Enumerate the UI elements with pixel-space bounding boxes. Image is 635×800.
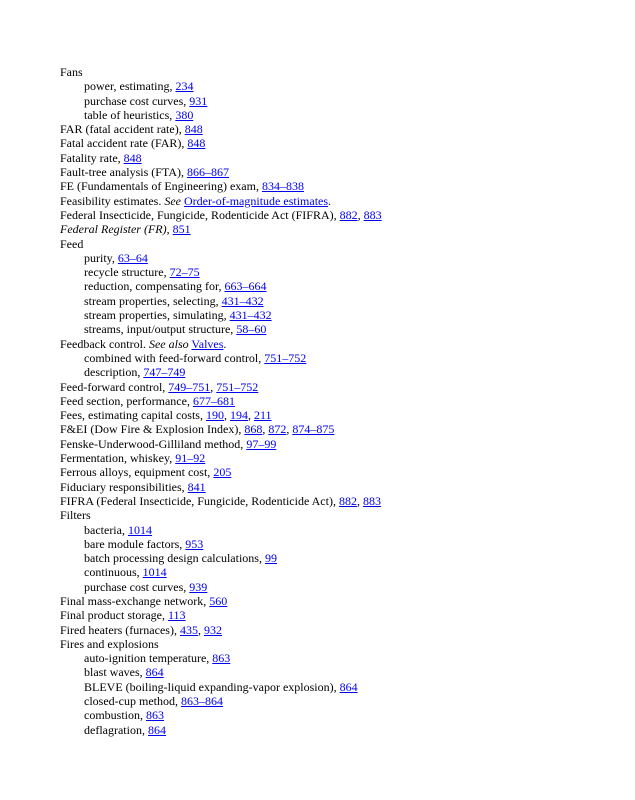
index-entry bbox=[60, 380, 620, 394]
index-entry bbox=[60, 65, 620, 79]
index-entry bbox=[60, 637, 620, 651]
entry-text: . bbox=[223, 336, 227, 351]
page-reference-link[interactable]: 882 bbox=[338, 493, 357, 508]
page-reference-link[interactable]: 953 bbox=[185, 536, 204, 551]
cross-reference-label: Federal Register (FR) bbox=[60, 222, 167, 237]
page-reference-link[interactable]: 99 bbox=[264, 551, 277, 566]
page-reference-link[interactable]: 113 bbox=[167, 608, 186, 623]
page-reference-link[interactable]: 205 bbox=[213, 465, 232, 480]
page-reference-link[interactable]: 863 bbox=[212, 651, 231, 666]
page-reference-link[interactable]: 883 bbox=[363, 207, 382, 222]
page-reference-link[interactable]: 868 bbox=[244, 422, 263, 437]
page-reference-link[interactable]: 864 bbox=[339, 679, 358, 694]
index-entry bbox=[60, 465, 620, 479]
entry-text: Final mass-exchange network, bbox=[60, 593, 210, 608]
page-reference-link[interactable]: 431–432 bbox=[229, 308, 272, 323]
cross-reference-label: See bbox=[164, 193, 181, 208]
entry-text: stream properties, simulating, bbox=[84, 308, 230, 323]
entry-text: Fired heaters (furnaces), bbox=[60, 622, 180, 637]
page-reference-link[interactable]: Valves bbox=[191, 336, 224, 351]
entry-text: FAR (fatal accident rate), bbox=[60, 122, 185, 137]
page-reference-link[interactable]: 72–75 bbox=[169, 265, 200, 280]
page-reference-link[interactable]: 747–749 bbox=[143, 365, 186, 380]
page-reference-link[interactable]: 560 bbox=[209, 593, 228, 608]
index-subentry bbox=[60, 708, 620, 722]
entry-text: FIFRA (Federal Insecticide, Fungicide, Rodenticide Act), bbox=[60, 493, 339, 508]
page-reference-link[interactable]: 97–99 bbox=[246, 436, 277, 451]
page-reference-link[interactable]: 211 bbox=[253, 408, 272, 423]
index-entry bbox=[60, 494, 620, 508]
page-reference-link[interactable]: 863–864 bbox=[180, 694, 223, 709]
index-subentry bbox=[60, 694, 620, 708]
index-entry bbox=[60, 136, 620, 150]
entry-text: auto-ignition temperature, bbox=[84, 651, 213, 666]
entry-text: , bbox=[262, 422, 269, 437]
index-subentry bbox=[60, 723, 620, 737]
page-reference-link[interactable]: 751–752 bbox=[216, 379, 259, 394]
page-reference-link[interactable]: 234 bbox=[175, 79, 194, 94]
page-reference-link[interactable]: 749–751 bbox=[168, 379, 211, 394]
entry-text: batch processing design calculations, bbox=[84, 551, 265, 566]
entry-text: Fenske-Underwood-Gilliland method, bbox=[60, 436, 247, 451]
entry-text: , bbox=[356, 493, 363, 508]
entry-text: combustion, bbox=[84, 708, 146, 723]
entry-text: , bbox=[357, 207, 364, 222]
entry-text: bare module factors, bbox=[84, 536, 186, 551]
entry-text: , bbox=[210, 379, 217, 394]
page-reference-link[interactable]: 848 bbox=[123, 150, 142, 165]
page-reference-link[interactable]: 194 bbox=[229, 408, 248, 423]
entry-text: F&EI (Dow Fire & Explosion Index), bbox=[60, 422, 245, 437]
index-entry bbox=[60, 208, 620, 222]
entry-text: reduction, compensating for, bbox=[84, 279, 225, 294]
entry-text: BLEVE (boiling-liquid expanding-vapor explosion), bbox=[84, 679, 340, 694]
page-reference-link[interactable]: 939 bbox=[189, 579, 208, 594]
index-subentry bbox=[60, 580, 620, 594]
page-reference-link[interactable]: 841 bbox=[187, 479, 206, 494]
index-subentry bbox=[60, 351, 620, 365]
index-entry bbox=[60, 451, 620, 465]
index-subentry bbox=[60, 365, 620, 379]
page-reference-link[interactable]: 882 bbox=[339, 207, 358, 222]
index-entry bbox=[60, 179, 620, 193]
page-reference-link[interactable]: 63–64 bbox=[117, 250, 148, 265]
cross-reference-label: See also bbox=[148, 336, 189, 351]
entry-text: purchase cost curves, bbox=[84, 579, 190, 594]
entry-text: FE (Fundamentals of Engineering) exam, bbox=[60, 179, 262, 194]
page-reference-link[interactable]: 848 bbox=[187, 136, 206, 151]
index-subentry bbox=[60, 551, 620, 565]
entry-text: power, estimating, bbox=[84, 79, 176, 94]
entry-text: recycle structure, bbox=[84, 265, 170, 280]
page-reference-link[interactable]: 863 bbox=[146, 708, 164, 723]
entry-text: , bbox=[247, 408, 254, 423]
entry-text: description, bbox=[84, 365, 144, 380]
page-reference-link[interactable]: 677–681 bbox=[192, 393, 235, 408]
index-entry bbox=[60, 194, 620, 208]
entry-text: Ferrous alloys, equipment cost, bbox=[60, 465, 214, 480]
index-entry bbox=[60, 337, 620, 351]
entry-text: Fermentation, whiskey, bbox=[60, 451, 176, 466]
entry-text: Fiduciary responsibilities, bbox=[60, 479, 188, 494]
page-reference-link[interactable]: 883 bbox=[362, 493, 381, 508]
index-entry bbox=[60, 422, 620, 436]
entry-text: , bbox=[166, 222, 173, 237]
entry-text: Feed section, performance, bbox=[60, 393, 193, 408]
entry-text: Fires and explosions bbox=[60, 636, 159, 651]
page-reference-link[interactable]: 1014 bbox=[142, 565, 167, 580]
page-reference-link[interactable]: 91–92 bbox=[175, 451, 206, 466]
index-subentry bbox=[60, 665, 620, 679]
index-entry bbox=[60, 508, 620, 522]
entry-text: purity, bbox=[84, 250, 118, 265]
page-reference-link[interactable]: 848 bbox=[184, 122, 203, 137]
page-reference-link[interactable]: 931 bbox=[189, 93, 208, 108]
index-entry bbox=[60, 394, 620, 408]
entry-text: Fans bbox=[60, 65, 83, 79]
page-reference-link[interactable]: Order-of-magnitude estimates bbox=[183, 193, 329, 208]
entry-text: Filters bbox=[60, 508, 91, 523]
index-subentry bbox=[60, 108, 620, 122]
page-reference-link[interactable]: 864 bbox=[145, 665, 164, 680]
index-subentry bbox=[60, 251, 620, 265]
page-reference-link[interactable]: 866–867 bbox=[187, 165, 230, 180]
entry-text: Fault-tree analysis (FTA), bbox=[60, 165, 188, 180]
index-subentry bbox=[60, 94, 620, 108]
index-entry bbox=[60, 437, 620, 451]
index-subentry bbox=[60, 523, 620, 537]
index-entry bbox=[60, 480, 620, 494]
index-list bbox=[60, 65, 620, 737]
index-entry bbox=[60, 608, 620, 622]
index-subentry bbox=[60, 322, 620, 336]
index-subentry bbox=[60, 680, 620, 694]
index-subentry bbox=[60, 279, 620, 293]
entry-text: Feed bbox=[60, 236, 84, 251]
entry-text: combined with feed-forward control, bbox=[84, 350, 265, 365]
entry-text: Fatal accident rate (FAR), bbox=[60, 136, 188, 151]
entry-text: continuous, bbox=[84, 565, 143, 580]
page-reference-link[interactable]: 435 bbox=[179, 622, 198, 637]
entry-text: streams, input/output structure, bbox=[84, 322, 237, 337]
index-subentry bbox=[60, 308, 620, 322]
page-reference-link[interactable]: 872 bbox=[268, 422, 287, 437]
index-entry bbox=[60, 151, 620, 165]
entry-text: , bbox=[286, 422, 293, 437]
entry-text: Final product storage, bbox=[60, 608, 168, 623]
index-entry bbox=[60, 222, 620, 236]
page-reference-link[interactable]: 864 bbox=[147, 722, 166, 737]
page-reference-link[interactable]: 874–875 bbox=[292, 422, 335, 437]
page-reference-link[interactable]: 1014 bbox=[127, 522, 152, 537]
entry-text: Feasibility estimates. bbox=[60, 193, 165, 208]
index-entry bbox=[60, 122, 620, 136]
entry-text: table of heuristics, bbox=[84, 107, 176, 122]
entry-text: blast waves, bbox=[84, 665, 146, 680]
page-reference-link[interactable]: 851 bbox=[172, 222, 191, 237]
entry-text: Feed-forward control, bbox=[60, 379, 169, 394]
index-subentry bbox=[60, 651, 620, 665]
index-entry bbox=[60, 594, 620, 608]
page-reference-link[interactable]: 58–60 bbox=[236, 322, 267, 337]
entry-text: Fatality rate, bbox=[60, 150, 124, 165]
entry-text: stream properties, selecting, bbox=[84, 293, 222, 308]
page-reference-link[interactable]: 932 bbox=[203, 622, 222, 637]
entry-text: deflagration, bbox=[84, 722, 148, 737]
page-reference-link[interactable]: 751–752 bbox=[264, 350, 307, 365]
page-reference-link[interactable]: 431–432 bbox=[221, 293, 264, 308]
index-entry bbox=[60, 408, 620, 422]
index-subentry bbox=[60, 79, 620, 93]
page-reference-link[interactable]: 380 bbox=[175, 107, 194, 122]
index-entry bbox=[60, 165, 620, 179]
entry-text: Feedback control. bbox=[60, 336, 149, 351]
entry-text: bacteria, bbox=[84, 522, 128, 537]
index-subentry bbox=[60, 565, 620, 579]
index-entry bbox=[60, 623, 620, 637]
index-subentry bbox=[60, 537, 620, 551]
entry-text: , bbox=[223, 408, 230, 423]
index-entry bbox=[60, 237, 620, 251]
entry-text: closed-cup method, bbox=[84, 694, 181, 709]
page-reference-link[interactable]: 190 bbox=[205, 408, 224, 423]
entry-text: purchase cost curves, bbox=[84, 93, 190, 108]
page-reference-link[interactable]: 663–664 bbox=[224, 279, 267, 294]
index-subentry bbox=[60, 294, 620, 308]
index-subentry bbox=[60, 265, 620, 279]
entry-text: . bbox=[328, 193, 332, 208]
page-reference-link[interactable]: 834–838 bbox=[261, 179, 304, 194]
entry-text: Federal Insecticide, Fungicide, Rodenticide Act (FIFRA), bbox=[60, 207, 340, 222]
entry-text: Fees, estimating capital costs, bbox=[60, 408, 206, 423]
entry-text: , bbox=[197, 622, 204, 637]
